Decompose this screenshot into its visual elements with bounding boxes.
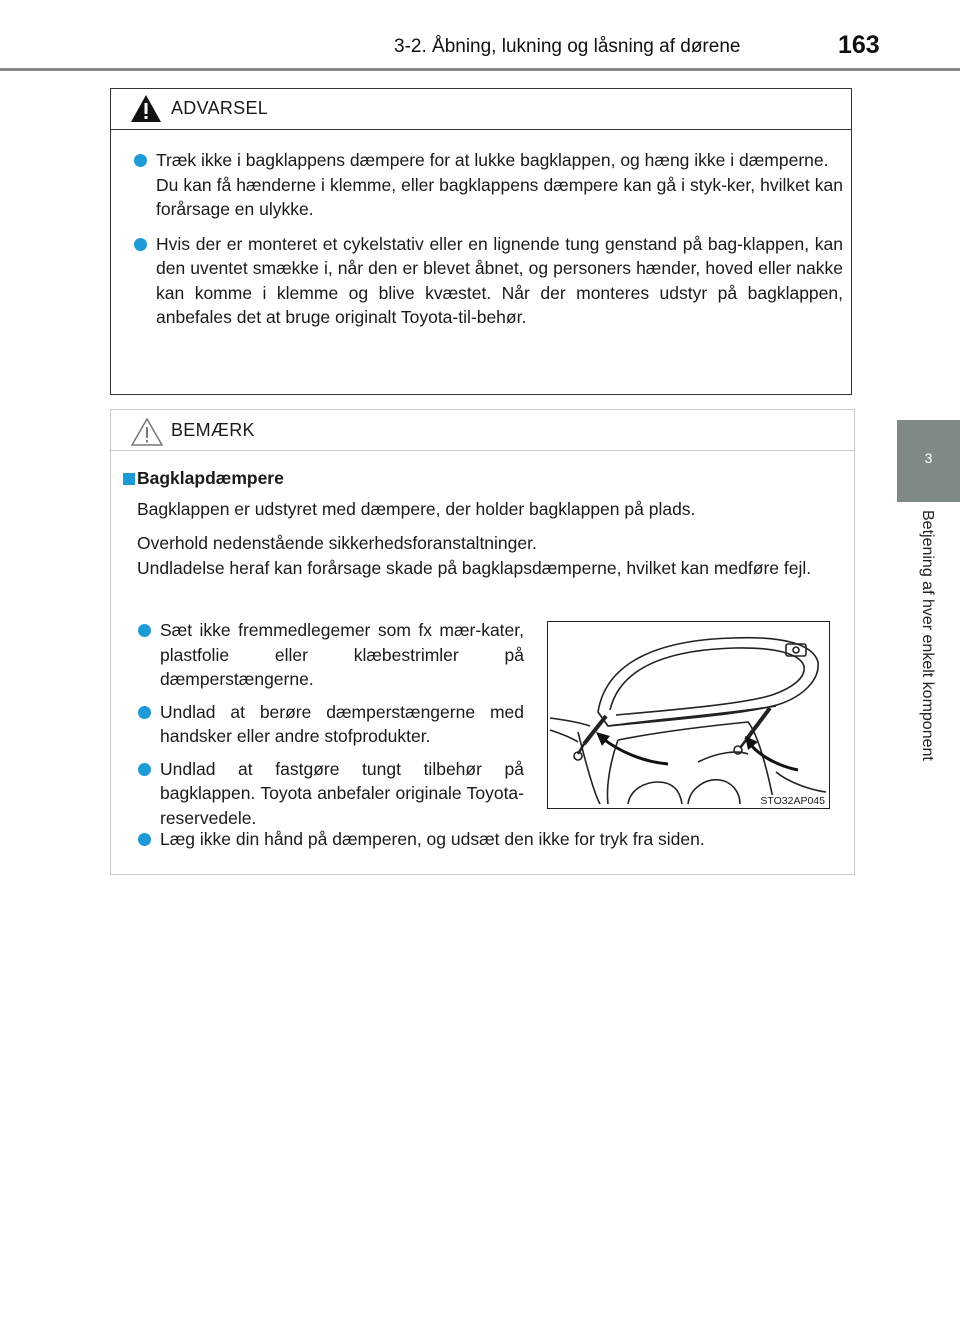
tailgate-damper-illustration xyxy=(547,621,830,809)
warning-header xyxy=(111,89,851,130)
chapter-number: 3 xyxy=(924,450,933,466)
square-bullet-icon xyxy=(123,473,135,485)
notice-box xyxy=(110,409,855,875)
paragraph: Undladelse heraf kan forårsage skade på bagklapsdæmperne, hvilket kan medføre fejl. xyxy=(137,557,812,578)
notice-bullet xyxy=(138,827,838,862)
notice-bullet-list xyxy=(138,618,524,838)
chapter-tab xyxy=(897,420,960,502)
section-title: Bagklapdæmpere xyxy=(137,468,284,488)
notice-bullet-text: Undlad at berøre dæmperstængerne med handsker eller andre stofprodukter. xyxy=(160,701,524,746)
page-number: 163 xyxy=(838,31,880,59)
caution-triangle-outline-icon xyxy=(130,417,164,447)
warning-triangle-icon xyxy=(130,94,162,123)
header-section-title: 3-2. Åbning, lukning og låsning af dørene xyxy=(394,36,741,57)
bullet-dot-icon xyxy=(134,154,147,167)
bullet-dot-icon xyxy=(138,624,151,637)
bullet-dot-icon xyxy=(138,706,151,719)
paragraph: Bagklappen er udstyret med dæmpere, der holder bagklappen på plads. xyxy=(137,499,696,519)
notice-header xyxy=(111,410,854,451)
warning-box xyxy=(110,88,852,395)
warning-item xyxy=(134,148,843,222)
notice-bullet-text: Læg ikke din hånd på dæmperen, og udsæt den ikke for tryk fra siden. xyxy=(160,829,705,849)
notice-bullet-row xyxy=(138,827,838,852)
warning-item-text: Træk ikke i bagklappens dæmpere for at lukke bagklappen, og hæng ikke i dæmperne. xyxy=(156,150,829,170)
bullet-dot-icon xyxy=(138,833,151,846)
notice-bullet-text: Undlad at fastgøre tungt tilbehør på bagklappen. Toyota anbefaler originale Toyota-reservedele. xyxy=(160,758,524,828)
warning-title: ADVARSEL xyxy=(171,98,269,118)
paragraph: Overhold nedenstående sikkerhedsforanstaltninger. xyxy=(137,533,537,553)
bullet-dot-icon xyxy=(134,238,147,251)
warning-item xyxy=(134,232,843,330)
warning-item-text: Hvis der er monteret et cykelstativ eller en lignende tung genstand på bag-klappen, kan den uventet smække i, når den er blevet åbnet, og personers hænder, hoved eller nakke kan komme i klemme og blive kvæstet. Når der monteres udstyr på bagklappen, anbefales det at bruge originalt Toyota-til-behør. xyxy=(156,233,843,327)
notice-bullet-text: Sæt ikke fremmedlegemer som fx mær-kater, plastfolie eller klæbestrimler på dæmperstængerne. xyxy=(160,620,524,689)
warning-body xyxy=(111,130,851,330)
warning-item-text: Du kan få hænderne i klemme, eller bagklappens dæmpere kan gå i styk-ker, hvilket kan forårsage en ulykke. xyxy=(156,174,843,219)
bullet-dot-icon xyxy=(138,763,151,776)
tailgate-drawing xyxy=(548,622,828,807)
notice-bullet xyxy=(138,618,524,692)
notice-bullet xyxy=(138,757,524,831)
header-rule xyxy=(0,68,960,71)
chapter-label: Betjening af hver enkelt komponent xyxy=(919,510,936,761)
notice-title: BEMÆRK xyxy=(171,420,255,440)
notice-bullet xyxy=(138,700,524,749)
illustration-code: STO32AP045 xyxy=(760,795,825,807)
